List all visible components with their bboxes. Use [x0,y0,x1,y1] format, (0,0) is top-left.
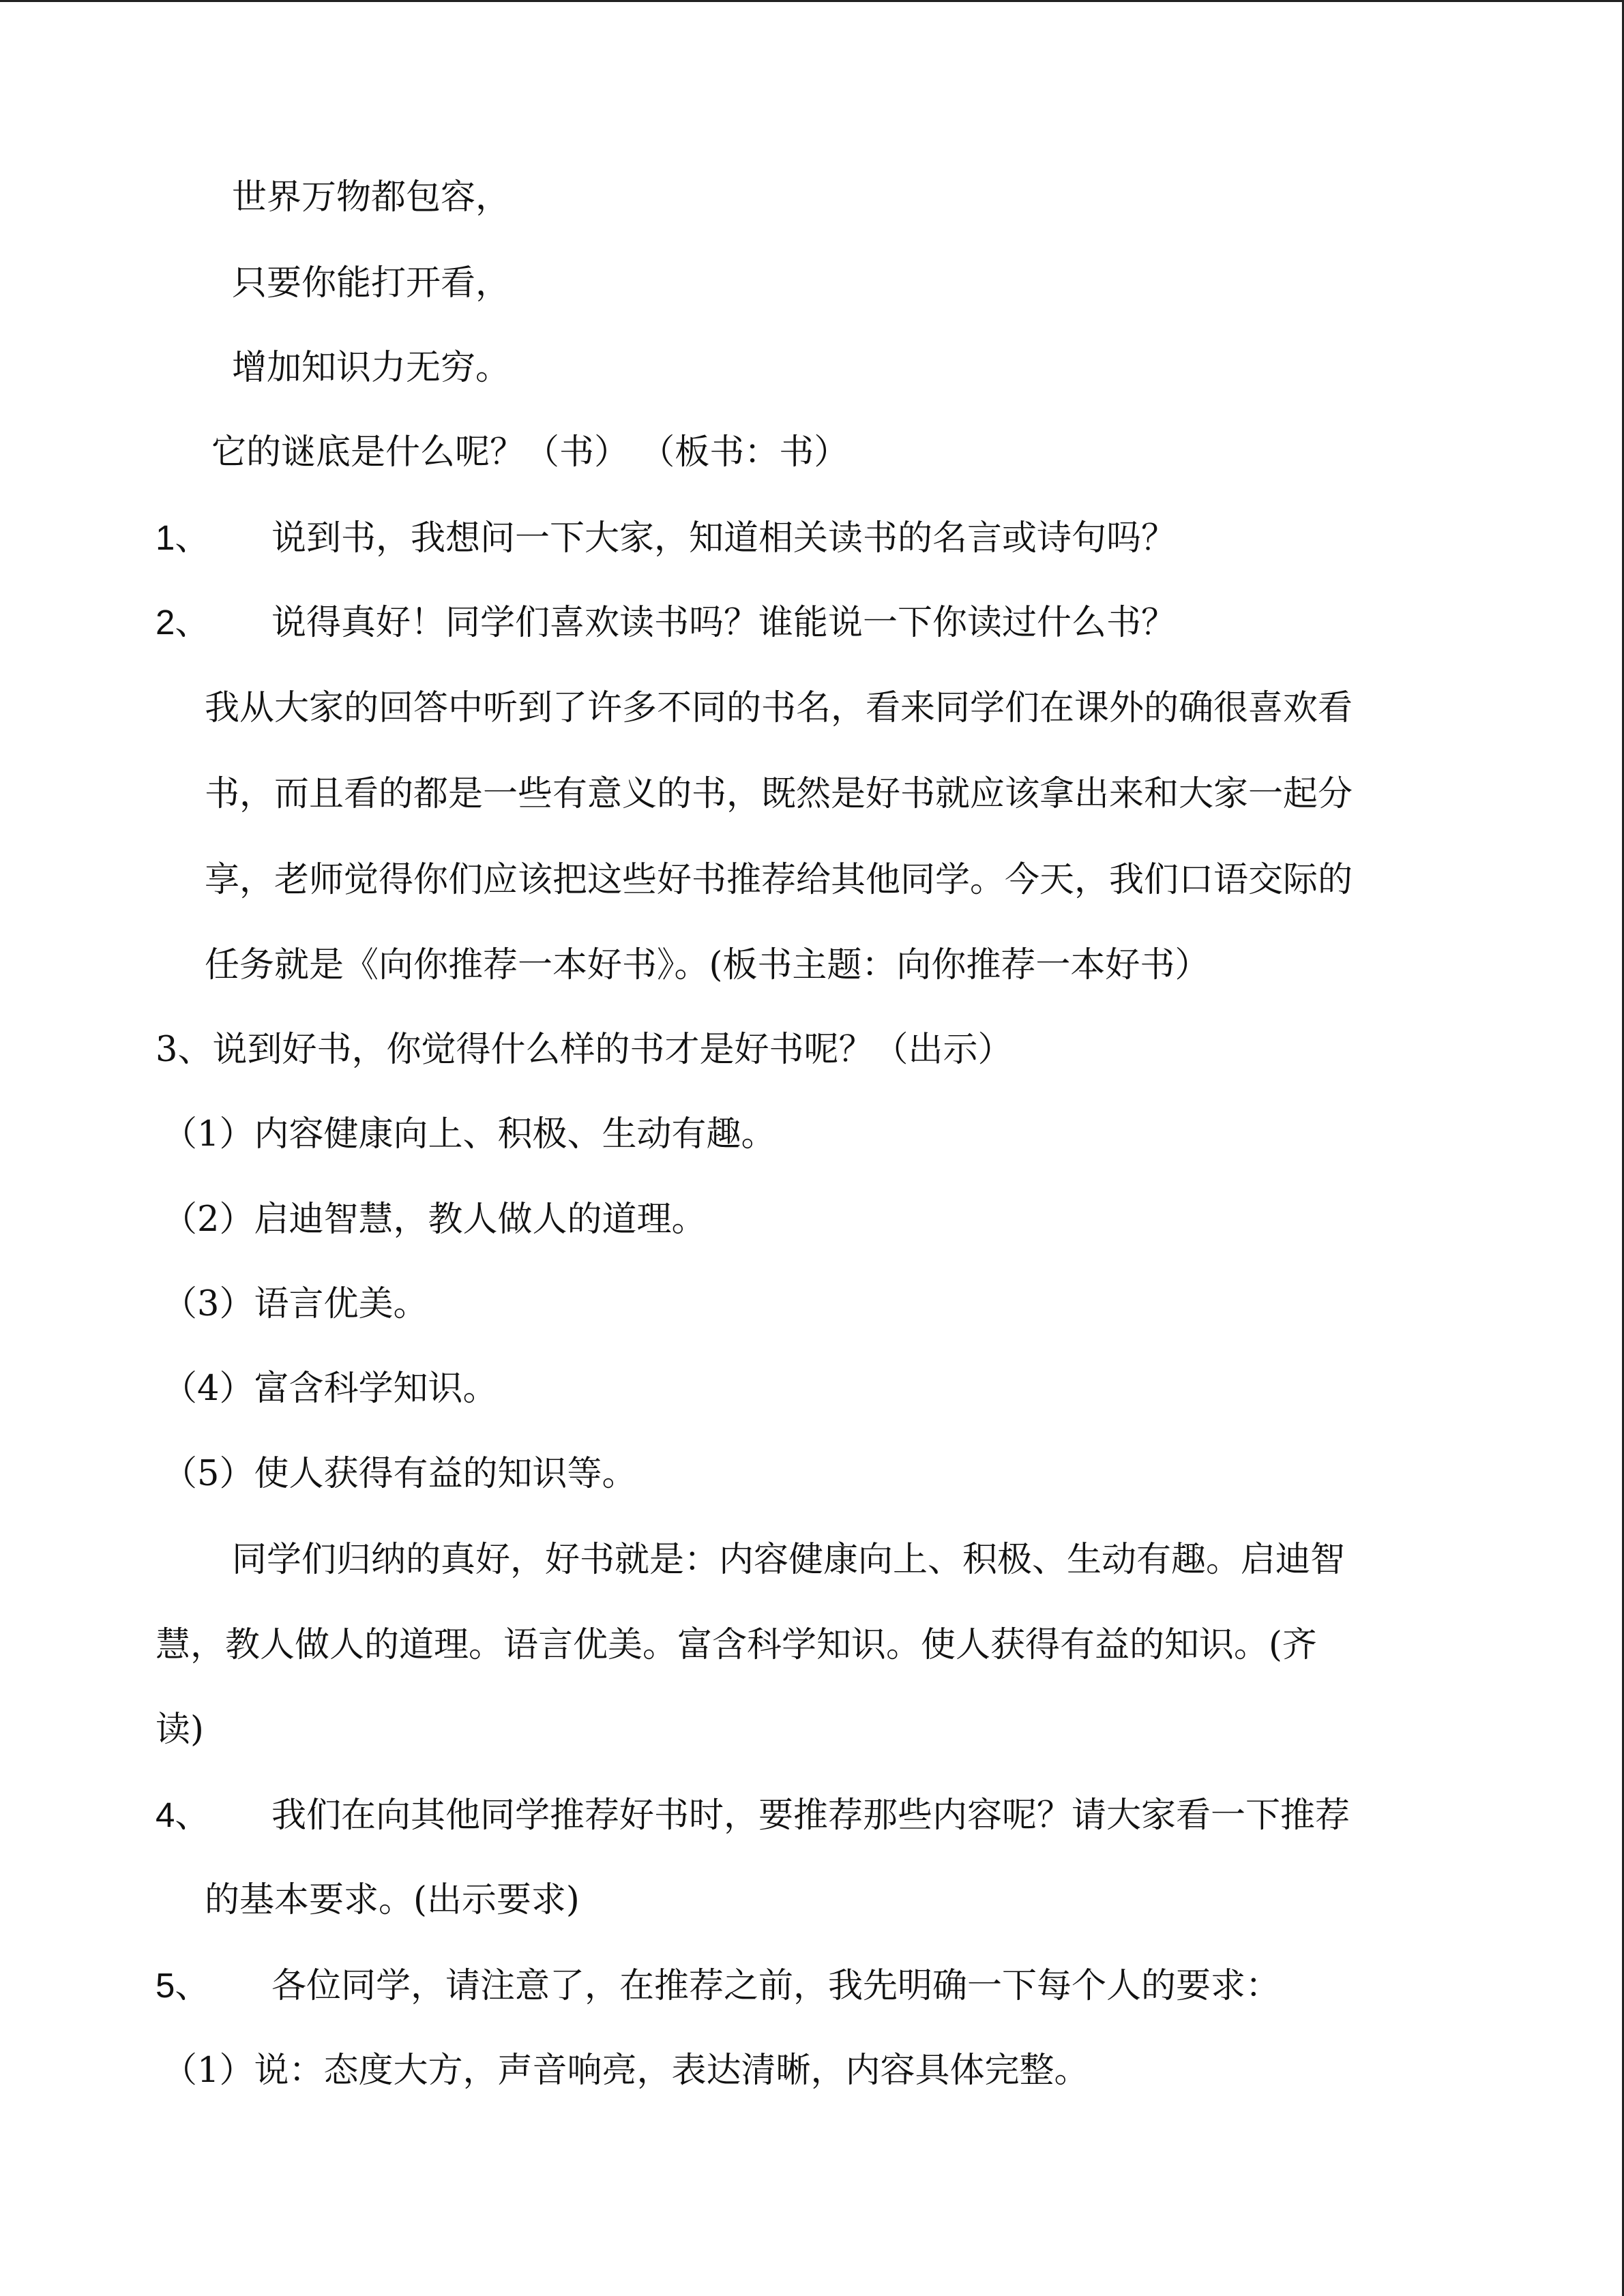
riddle-line-1: 世界万物都包容， [232,177,511,218]
criteria-item-1: （1）内容健康向上、积极、生动有趣。 [162,1114,776,1154]
step-2-paragraph-line-3: 享，老师觉得你们应该把这些好书推荐给其他同学。今天，我们口语交际的 [205,860,1353,900]
step-2-number: 2、 [156,603,210,642]
summary-line-2: 慧，教人做人的道理。语言优美。富含科学知识。使人获得有益的知识。(齐 [156,1625,1317,1665]
riddle-line-3: 增加知识力无穷。 [232,348,511,388]
step-2-paragraph-line-2: 书，而且看的都是一些有意义的书，既然是好书就应该拿出来和大家一起分 [205,774,1353,814]
step-1-text: 说到书，我想问一下大家，知道相关读书的名言或诗句吗？ [271,518,1177,558]
criteria-item-4: （4）富含科学知识。 [162,1369,498,1409]
criteria-item-5: （5）使人获得有益的知识等。 [162,1454,637,1494]
page-border-top [0,0,1624,2]
step-5 [156,1964,1280,2008]
step-5-text: 各位同学，请注意了，在推荐之前，我先明确一下每个人的要求： [271,1966,1281,2006]
step-2-paragraph-line-4: 任务就是《向你推荐一本好书》。(板书主题：向你推荐一本好书） [205,945,1210,985]
step-1 [156,516,1176,561]
step-3: 3、说到好书，你觉得什么样的书才是好书呢？（出示） [156,1030,1013,1070]
step-4 [156,1793,1350,1838]
criteria-item-2: （2）启迪智慧，教人做人的道理。 [162,1199,707,1240]
summary-line-1: 同学们归纳的真好，好书就是：内容健康向上、积极、生动有趣。启迪智 [232,1540,1346,1580]
step-5-item-1: （1）说：态度大方，声音响亮，表达清晰，内容具体完整。 [162,2051,1089,2091]
step-5-number: 5、 [156,1966,210,2005]
step-2 [156,601,1176,645]
summary-line-3: 读) [156,1710,204,1750]
step-2-text: 说得真好！同学们喜欢读书吗？谁能说一下你读过什么书？ [271,603,1177,643]
step-4-continuation: 的基本要求。(出示要求) [205,1880,580,1920]
step-4-number: 4、 [156,1795,210,1834]
criteria-item-3: （3）语言优美。 [162,1284,428,1324]
step-2-paragraph-line-1: 我从大家的回答中听到了许多不同的书名，看来同学们在课外的确很喜欢看 [205,688,1353,728]
step-4-text: 我们在向其他同学推荐好书时，要推荐那些内容呢？请大家看一下推荐 [271,1795,1350,1836]
step-1-number: 1、 [156,518,210,557]
riddle-answer: 它的谜底是什么呢？（书） （板书：书） [211,432,849,473]
riddle-line-2: 只要你能打开看， [232,263,511,303]
